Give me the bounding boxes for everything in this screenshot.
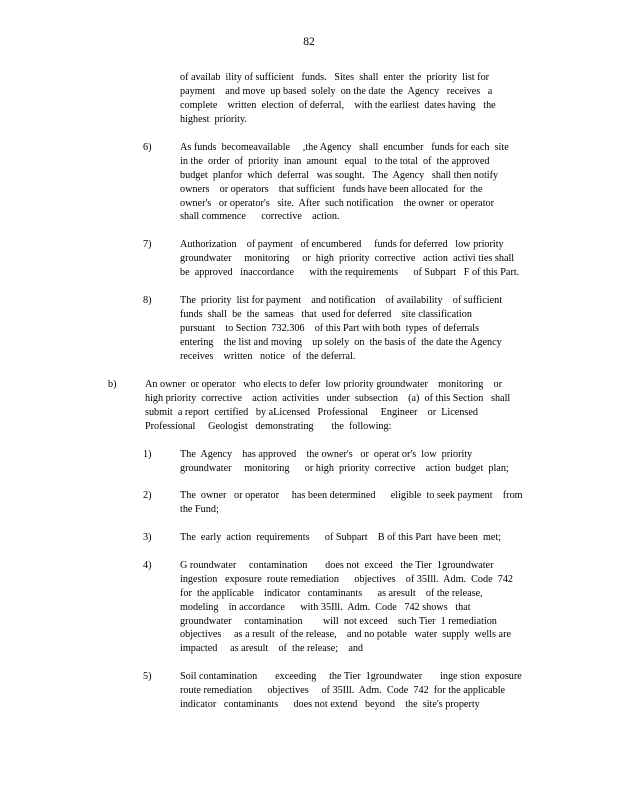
text-line: submit a report certified by aLicensed Professional Engineer or Licensed — [145, 406, 478, 418]
text-line: modeling in accordance with 35Ill. Adm. Code 742 shows that — [180, 601, 471, 613]
text-line: in the order of priority inan amount equal to the total of the approved — [180, 155, 490, 167]
section-b-paragraph — [145, 378, 510, 434]
item-7-paragraph — [180, 238, 519, 280]
sub-item-2-label: 2) — [143, 490, 152, 501]
text-line: An owner or operator who elects to defer low priority groundwater monitoring or — [145, 379, 503, 390]
item-8-paragraph — [180, 294, 502, 363]
text-line: The early action requirements of Subpart B of this Part have been met; — [180, 532, 502, 543]
text-line: for the applicable indicator contaminants as aresult of the release, — [180, 587, 483, 599]
text-line: G roundwater contamination does not exceed the Tier 1groundwater — [180, 560, 494, 571]
section-b-label: b) — [108, 379, 117, 390]
text-line: high priority corrective action activities under subsection (a) of this Section shall — [145, 392, 511, 404]
text-line: impacted as aresult of the release; and — [180, 643, 364, 655]
sub-item-4-paragraph — [180, 559, 513, 656]
sub-item-2-paragraph — [180, 489, 523, 517]
text-line: budget planfor which deferral was sought. The Agency shall then notify — [180, 169, 499, 181]
text-line: owners or operators that sufficient funds have been allocated for the — [180, 183, 483, 195]
text-line: be approved inaccordance with the requirements of Subpart F of this Part. — [180, 266, 520, 278]
text-line: The priority list for payment and notification of availability of sufficient — [180, 295, 503, 306]
text-line: groundwater contamination will not exceed such Tier 1 remediation — [180, 615, 497, 627]
text-line: indicator contaminants does not extend beyond the site's property — [180, 698, 480, 710]
text-line: highest priority. — [180, 113, 247, 125]
text-line: shall commence corrective action. — [180, 211, 340, 223]
item-8-label: 8) — [143, 295, 152, 306]
sub-item-5-paragraph — [180, 670, 522, 712]
text-line: groundwater monitoring or high priority corrective action budget plan; — [180, 462, 509, 474]
text-line: receives written notice of the deferral. — [180, 350, 356, 362]
page-number: 82 — [303, 36, 315, 48]
sub-item-1-label: 1) — [143, 449, 152, 460]
text-line: complete written election of deferral, with the earliest dates having the — [180, 99, 496, 111]
text-line: objectives as a result of the release, and no potable water supply wells are — [180, 629, 511, 641]
text-line: groundwater monitoring or high priority corrective action activi ties shall — [180, 252, 515, 264]
text-line: the Fund; — [180, 503, 219, 515]
text-line: funds shall be the sameas that used for deferred site classification — [180, 308, 472, 320]
continuation-paragraph — [180, 71, 496, 127]
sub-item-1-paragraph — [180, 448, 509, 476]
text-line: The owner or operator has been determined eligible to seek payment from — [180, 490, 523, 501]
text-line: payment and move up based solely on the date the Agency receives a — [180, 85, 493, 97]
text-line: pursuant to Section 732.306 of this Part with both types of deferrals — [180, 322, 480, 334]
item-7-label: 7) — [143, 239, 152, 250]
text-line: of availab ility of sufficient funds. Sites shall enter the priority list for — [180, 72, 490, 83]
item-6-paragraph — [180, 141, 509, 224]
text-line: ingestion exposure route remediation objectives of 35Ill. Adm. Code 742 — [180, 573, 514, 585]
text-line: Soil contamination exceeding the Tier 1groundwater inge stion exposure — [180, 671, 522, 682]
text-line: Authorization of payment of encumbered funds for deferred low priority — [180, 239, 504, 250]
text-line: route remediation objectives of 35Ill. Adm. Code 742 for the applicable — [180, 684, 506, 696]
text-line: Professional Geologist demonstrating the following: — [145, 420, 392, 432]
text-line: As funds becomeavailable ,the Agency shall encumber funds for each site — [180, 142, 509, 153]
sub-item-4-label: 4) — [143, 560, 152, 571]
text-line: owner's or operator's site. After such notification the owner or operator — [180, 197, 495, 209]
sub-item-3-paragraph — [180, 531, 501, 545]
text-line: The Agency has approved the owner's or operat or's low priority — [180, 449, 473, 460]
item-6-label: 6) — [143, 142, 152, 153]
sub-item-5-label: 5) — [143, 671, 152, 682]
text-line: entering the list and moving up solely on the basis of the date the Agency — [180, 336, 502, 348]
sub-item-3-label: 3) — [143, 532, 152, 543]
